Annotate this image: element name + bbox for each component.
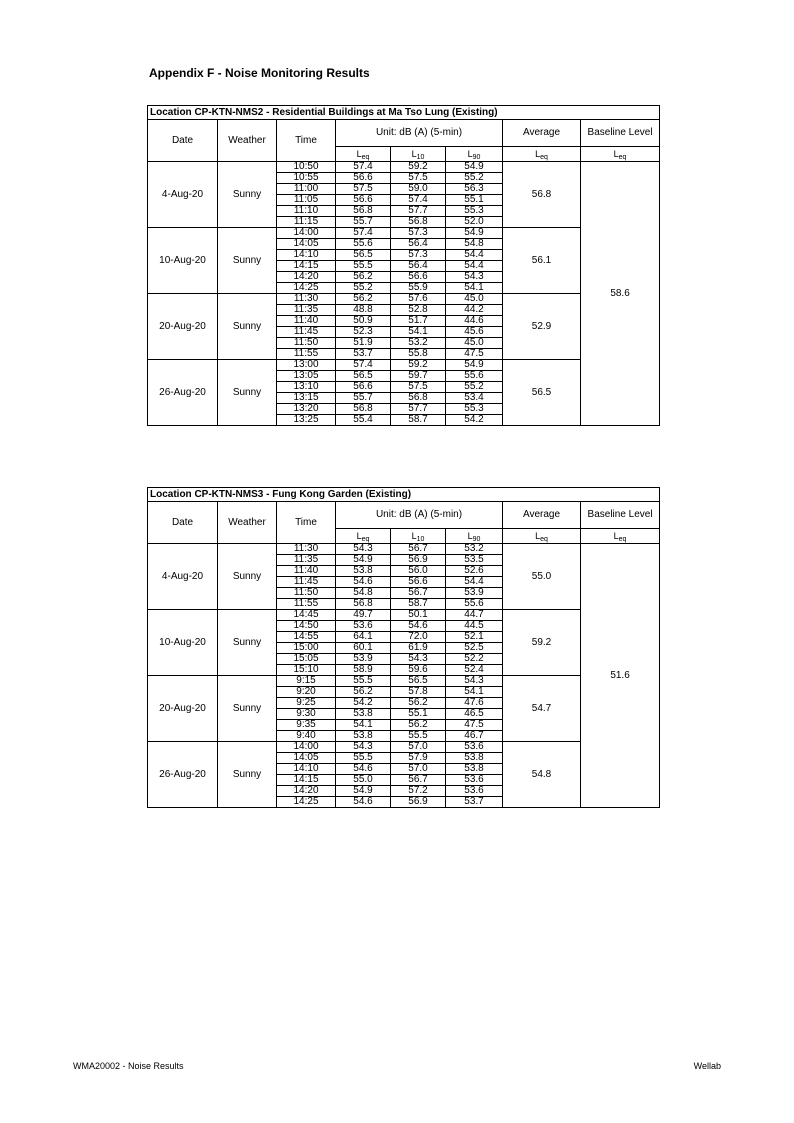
average-leq-header-subscript: eq	[540, 154, 548, 161]
l10-cell: 53.2	[391, 338, 446, 349]
footer-company: Wellab	[693, 1061, 721, 1071]
leq-cell: 53.8	[336, 709, 391, 720]
time-cell: 11:50	[277, 338, 336, 349]
average-leq-header-symbol: L	[535, 531, 541, 541]
time-cell: 11:05	[277, 195, 336, 206]
l10-cell: 56.6	[391, 577, 446, 588]
l10-header-symbol: L	[411, 531, 417, 541]
l10-header	[391, 529, 446, 544]
l10-cell: 55.5	[391, 731, 446, 742]
leq-cell: 55.5	[336, 261, 391, 272]
leq-cell: 49.7	[336, 610, 391, 621]
l90-cell: 55.3	[446, 206, 503, 217]
leq-cell: 57.4	[336, 228, 391, 239]
time-cell: 14:15	[277, 775, 336, 786]
average-leq-header-symbol: L	[535, 149, 541, 159]
l90-cell: 55.3	[446, 404, 503, 415]
leq-cell: 53.8	[336, 566, 391, 577]
weather-cell: Sunny	[218, 742, 277, 808]
leq-cell: 54.6	[336, 764, 391, 775]
l10-cell: 56.7	[391, 775, 446, 786]
l90-cell: 53.6	[446, 775, 503, 786]
l90-cell: 47.6	[446, 698, 503, 709]
time-cell: 11:35	[277, 555, 336, 566]
l10-cell: 56.8	[391, 393, 446, 404]
leq-cell: 57.4	[336, 162, 391, 173]
date-header: Date	[148, 502, 218, 544]
baseline-leq-header	[581, 147, 660, 162]
time-cell: 14:50	[277, 621, 336, 632]
time-cell: 10:50	[277, 162, 336, 173]
average-header: Average	[503, 502, 581, 529]
leq-cell: 52.3	[336, 327, 391, 338]
l10-cell: 55.8	[391, 349, 446, 360]
time-header: Time	[277, 120, 336, 162]
leq-cell: 58.9	[336, 665, 391, 676]
weather-header: Weather	[218, 502, 277, 544]
leq-cell: 56.5	[336, 250, 391, 261]
l90-cell: 44.7	[446, 610, 503, 621]
l10-cell: 56.8	[391, 217, 446, 228]
l10-cell: 57.3	[391, 228, 446, 239]
l90-cell: 54.4	[446, 577, 503, 588]
baseline-leq-header	[581, 529, 660, 544]
time-cell: 13:20	[277, 404, 336, 415]
average-leq-header	[503, 529, 581, 544]
leq-cell: 56.2	[336, 294, 391, 305]
time-cell: 14:00	[277, 742, 336, 753]
time-cell: 13:05	[277, 371, 336, 382]
date-cell: 10-Aug-20	[148, 610, 218, 676]
l90-cell: 52.1	[446, 632, 503, 643]
leq-cell: 55.7	[336, 217, 391, 228]
leq-cell: 55.2	[336, 283, 391, 294]
l10-cell: 56.5	[391, 676, 446, 687]
baseline-leq-header-subscript: eq	[618, 154, 627, 161]
time-cell: 14:10	[277, 764, 336, 775]
weather-cell: Sunny	[218, 544, 277, 610]
time-cell: 14:55	[277, 632, 336, 643]
leq-cell: 50.9	[336, 316, 391, 327]
baseline-leq-header-subscript: eq	[618, 536, 627, 543]
l90-cell: 54.9	[446, 360, 503, 371]
l10-cell: 57.3	[391, 250, 446, 261]
l10-cell: 61.9	[391, 643, 446, 654]
l90-cell: 55.2	[446, 173, 503, 184]
time-cell: 14:45	[277, 610, 336, 621]
time-cell: 11:55	[277, 349, 336, 360]
l90-header-subscript: 90	[472, 154, 481, 161]
leq-cell: 54.3	[336, 544, 391, 555]
date-cell: 4-Aug-20	[148, 544, 218, 610]
noise-table-nms3	[147, 487, 660, 808]
leq-cell: 54.6	[336, 797, 391, 808]
time-cell: 11:10	[277, 206, 336, 217]
l10-header-symbol: L	[411, 149, 417, 159]
table-row	[148, 544, 660, 555]
l10-cell: 54.6	[391, 621, 446, 632]
leq-cell: 54.6	[336, 577, 391, 588]
average-cell: 54.8	[503, 742, 581, 808]
l10-cell: 57.5	[391, 382, 446, 393]
date-cell: 4-Aug-20	[148, 162, 218, 228]
l10-cell: 56.0	[391, 566, 446, 577]
weather-cell: Sunny	[218, 162, 277, 228]
location-title: Location CP-KTN-NMS2 - Residential Buildings at Ma Tso Lung (Existing)	[148, 106, 660, 120]
leq-cell: 60.1	[336, 643, 391, 654]
l10-cell: 54.3	[391, 654, 446, 665]
l90-cell: 53.5	[446, 555, 503, 566]
leq-header-symbol: L	[356, 149, 362, 159]
time-cell: 14:00	[277, 228, 336, 239]
l10-cell: 57.0	[391, 742, 446, 753]
l10-header-subscript: 10	[416, 154, 425, 161]
leq-cell: 55.6	[336, 239, 391, 250]
time-cell: 11:30	[277, 294, 336, 305]
leq-cell: 56.8	[336, 404, 391, 415]
l90-cell: 45.0	[446, 294, 503, 305]
baseline-leq-header-symbol: L	[613, 531, 619, 541]
l90-cell: 54.3	[446, 272, 503, 283]
leq-cell: 56.2	[336, 272, 391, 283]
leq-header-subscript: eq	[361, 154, 370, 161]
time-cell: 11:50	[277, 588, 336, 599]
time-cell: 14:05	[277, 239, 336, 250]
time-cell: 14:20	[277, 786, 336, 797]
l10-cell: 59.2	[391, 360, 446, 371]
leq-cell: 55.0	[336, 775, 391, 786]
l90-cell: 54.1	[446, 283, 503, 294]
footer-document-ref: WMA20002 - Noise Results	[73, 1061, 184, 1071]
time-cell: 11:30	[277, 544, 336, 555]
average-leq-header	[503, 147, 581, 162]
time-cell: 11:15	[277, 217, 336, 228]
time-cell: 11:40	[277, 316, 336, 327]
date-cell: 20-Aug-20	[148, 676, 218, 742]
l90-cell: 53.8	[446, 753, 503, 764]
average-leq-header-subscript: eq	[540, 536, 548, 543]
baseline-header: Baseline Level	[581, 120, 660, 147]
average-cell: 56.5	[503, 360, 581, 426]
time-cell: 10:55	[277, 173, 336, 184]
l10-cell: 57.2	[391, 786, 446, 797]
weather-header: Weather	[218, 120, 277, 162]
date-cell: 10-Aug-20	[148, 228, 218, 294]
l10-cell: 56.9	[391, 555, 446, 566]
leq-cell: 56.6	[336, 173, 391, 184]
l10-cell: 56.4	[391, 239, 446, 250]
time-cell: 14:25	[277, 797, 336, 808]
average-cell: 55.0	[503, 544, 581, 610]
leq-cell: 55.7	[336, 393, 391, 404]
time-cell: 9:30	[277, 709, 336, 720]
leq-cell: 55.4	[336, 415, 391, 426]
l90-cell: 53.2	[446, 544, 503, 555]
l90-header-symbol: L	[467, 531, 473, 541]
location-row	[148, 106, 660, 120]
leq-cell: 54.8	[336, 588, 391, 599]
time-cell: 13:15	[277, 393, 336, 404]
l10-cell: 58.7	[391, 599, 446, 610]
leq-header-symbol: L	[356, 531, 362, 541]
l90-cell: 54.1	[446, 687, 503, 698]
l90-cell: 55.2	[446, 382, 503, 393]
time-cell: 14:25	[277, 283, 336, 294]
date-cell: 26-Aug-20	[148, 360, 218, 426]
l90-cell: 54.4	[446, 250, 503, 261]
l90-cell: 54.2	[446, 415, 503, 426]
header-row	[148, 120, 660, 147]
leq-cell: 54.9	[336, 555, 391, 566]
baseline-cell: 58.6	[581, 162, 660, 426]
leq-header-subscript: eq	[361, 536, 370, 543]
l90-cell: 52.4	[446, 665, 503, 676]
time-cell: 15:10	[277, 665, 336, 676]
l90-cell: 52.6	[446, 566, 503, 577]
time-cell: 11:45	[277, 327, 336, 338]
baseline-header: Baseline Level	[581, 502, 660, 529]
weather-cell: Sunny	[218, 228, 277, 294]
weather-cell: Sunny	[218, 360, 277, 426]
l90-cell: 46.7	[446, 731, 503, 742]
average-cell: 52.9	[503, 294, 581, 360]
l10-cell: 59.0	[391, 184, 446, 195]
l10-cell: 56.4	[391, 261, 446, 272]
l10-cell: 57.7	[391, 206, 446, 217]
l10-cell: 56.7	[391, 544, 446, 555]
l10-cell: 55.9	[391, 283, 446, 294]
l90-cell: 45.0	[446, 338, 503, 349]
time-cell: 14:15	[277, 261, 336, 272]
leq-cell: 64.1	[336, 632, 391, 643]
time-cell: 15:05	[277, 654, 336, 665]
header-row	[148, 502, 660, 529]
l10-cell: 57.7	[391, 404, 446, 415]
leq-cell: 53.8	[336, 731, 391, 742]
l90-cell: 44.6	[446, 316, 503, 327]
noise-table-nms2	[147, 105, 660, 426]
leq-cell: 51.9	[336, 338, 391, 349]
time-cell: 13:25	[277, 415, 336, 426]
time-cell: 14:20	[277, 272, 336, 283]
l10-cell: 59.7	[391, 371, 446, 382]
time-cell: 9:20	[277, 687, 336, 698]
l90-cell: 52.5	[446, 643, 503, 654]
l90-cell: 47.5	[446, 720, 503, 731]
l90-header-symbol: L	[467, 149, 473, 159]
l10-cell: 57.9	[391, 753, 446, 764]
time-cell: 11:45	[277, 577, 336, 588]
l90-cell: 44.5	[446, 621, 503, 632]
leq-cell: 56.5	[336, 371, 391, 382]
l90-cell: 53.8	[446, 764, 503, 775]
l90-cell: 54.9	[446, 162, 503, 173]
leq-cell: 48.8	[336, 305, 391, 316]
location-title: Location CP-KTN-NMS3 - Fung Kong Garden (Existing)	[148, 488, 660, 502]
unit-header: Unit: dB (A) (5-min)	[336, 502, 503, 529]
leq-cell: 55.5	[336, 676, 391, 687]
leq-cell: 57.4	[336, 360, 391, 371]
average-header: Average	[503, 120, 581, 147]
leq-header	[336, 529, 391, 544]
l10-cell: 59.6	[391, 665, 446, 676]
leq-cell: 56.6	[336, 195, 391, 206]
baseline-leq-header-symbol: L	[613, 149, 619, 159]
average-cell: 59.2	[503, 610, 581, 676]
l10-cell: 51.7	[391, 316, 446, 327]
l90-cell: 44.2	[446, 305, 503, 316]
time-cell: 14:10	[277, 250, 336, 261]
table-row	[148, 162, 660, 173]
leq-cell: 55.5	[336, 753, 391, 764]
l10-cell: 57.4	[391, 195, 446, 206]
weather-cell: Sunny	[218, 294, 277, 360]
leq-cell: 53.6	[336, 621, 391, 632]
l90-cell: 53.4	[446, 393, 503, 404]
l10-cell: 57.0	[391, 764, 446, 775]
time-cell: 9:25	[277, 698, 336, 709]
time-cell: 15:00	[277, 643, 336, 654]
date-cell: 20-Aug-20	[148, 294, 218, 360]
l10-cell: 56.6	[391, 272, 446, 283]
l90-cell: 53.6	[446, 742, 503, 753]
leq-cell: 53.9	[336, 654, 391, 665]
l90-cell: 53.7	[446, 797, 503, 808]
l10-cell: 57.5	[391, 173, 446, 184]
l90-cell: 47.5	[446, 349, 503, 360]
time-cell: 11:55	[277, 599, 336, 610]
page-title: Appendix F - Noise Monitoring Results	[149, 66, 370, 80]
time-cell: 9:40	[277, 731, 336, 742]
average-cell: 56.1	[503, 228, 581, 294]
average-cell: 54.7	[503, 676, 581, 742]
weather-cell: Sunny	[218, 676, 277, 742]
location-row	[148, 488, 660, 502]
l10-cell: 55.1	[391, 709, 446, 720]
average-cell: 56.8	[503, 162, 581, 228]
time-cell: 14:05	[277, 753, 336, 764]
l10-cell: 50.1	[391, 610, 446, 621]
leq-cell: 57.5	[336, 184, 391, 195]
l90-header-subscript: 90	[472, 536, 481, 543]
unit-header: Unit: dB (A) (5-min)	[336, 120, 503, 147]
l10-cell: 72.0	[391, 632, 446, 643]
l10-cell: 56.7	[391, 588, 446, 599]
leq-cell: 54.3	[336, 742, 391, 753]
leq-cell: 54.1	[336, 720, 391, 731]
l10-cell: 57.6	[391, 294, 446, 305]
leq-cell: 56.2	[336, 687, 391, 698]
baseline-cell: 51.6	[581, 544, 660, 808]
l90-cell: 55.6	[446, 599, 503, 610]
leq-cell: 54.9	[336, 786, 391, 797]
l90-cell: 52.2	[446, 654, 503, 665]
l10-cell: 54.1	[391, 327, 446, 338]
l90-cell: 55.1	[446, 195, 503, 206]
leq-cell: 54.2	[336, 698, 391, 709]
date-header: Date	[148, 120, 218, 162]
l90-header	[446, 147, 503, 162]
l90-cell: 54.3	[446, 676, 503, 687]
l10-cell: 59.2	[391, 162, 446, 173]
leq-cell: 56.8	[336, 599, 391, 610]
l10-cell: 56.2	[391, 720, 446, 731]
l90-cell: 56.3	[446, 184, 503, 195]
leq-cell: 53.7	[336, 349, 391, 360]
time-cell: 9:35	[277, 720, 336, 731]
l90-cell: 54.8	[446, 239, 503, 250]
l90-cell: 54.4	[446, 261, 503, 272]
l90-cell: 46.5	[446, 709, 503, 720]
weather-cell: Sunny	[218, 610, 277, 676]
l90-cell: 54.9	[446, 228, 503, 239]
l10-header	[391, 147, 446, 162]
l90-cell: 53.6	[446, 786, 503, 797]
time-cell: 11:35	[277, 305, 336, 316]
l90-cell: 45.6	[446, 327, 503, 338]
l10-cell: 58.7	[391, 415, 446, 426]
l10-cell: 57.8	[391, 687, 446, 698]
time-header: Time	[277, 502, 336, 544]
l10-cell: 52.8	[391, 305, 446, 316]
l90-cell: 53.9	[446, 588, 503, 599]
leq-cell: 56.6	[336, 382, 391, 393]
l90-header	[446, 529, 503, 544]
l10-header-subscript: 10	[416, 536, 425, 543]
time-cell: 11:00	[277, 184, 336, 195]
l90-cell: 55.6	[446, 371, 503, 382]
leq-cell: 56.8	[336, 206, 391, 217]
l90-cell: 52.0	[446, 217, 503, 228]
l10-cell: 56.9	[391, 797, 446, 808]
time-cell: 11:40	[277, 566, 336, 577]
time-cell: 13:10	[277, 382, 336, 393]
time-cell: 9:15	[277, 676, 336, 687]
leq-header	[336, 147, 391, 162]
date-cell: 26-Aug-20	[148, 742, 218, 808]
l10-cell: 56.2	[391, 698, 446, 709]
time-cell: 13:00	[277, 360, 336, 371]
